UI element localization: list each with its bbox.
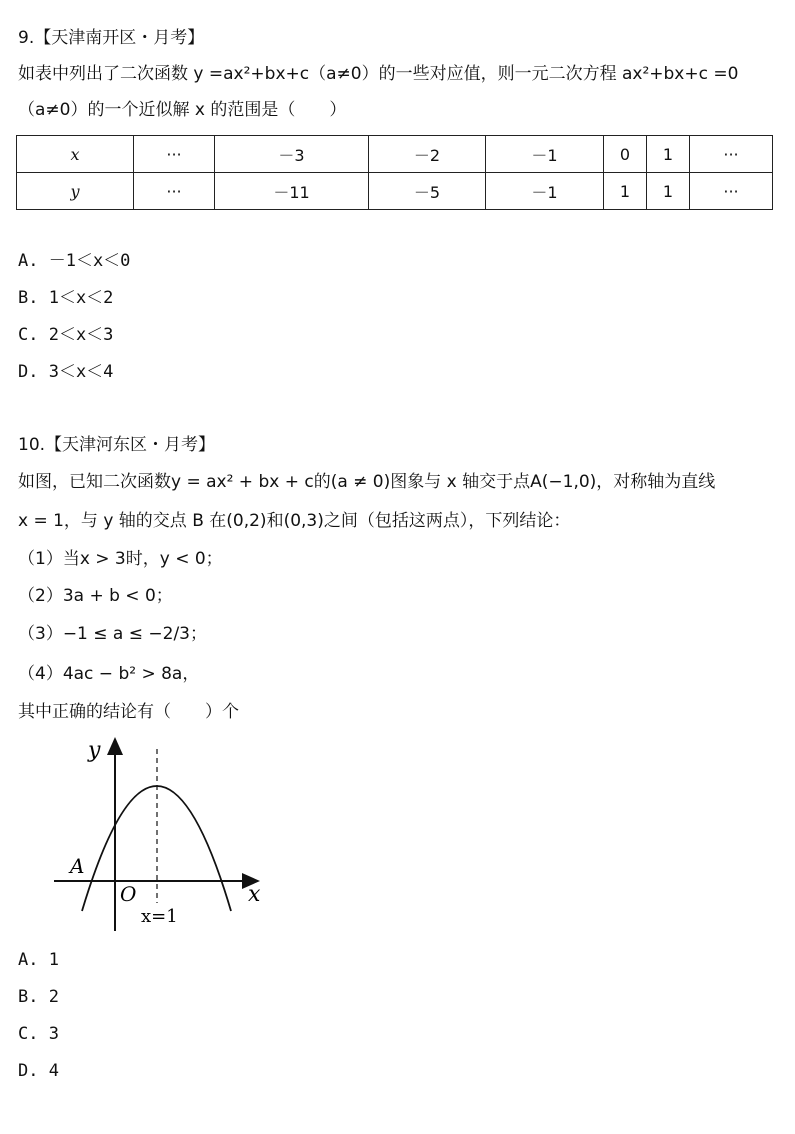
q9-option-c[interactable]: C. 2＜x＜3: [18, 325, 114, 345]
q9-stem-line2: （a≠0）的一个近似解 x 的范围是（ ）: [18, 100, 347, 120]
table-cell: －5: [369, 173, 486, 210]
q9-option-a[interactable]: A. －1＜x＜0: [18, 251, 131, 271]
parabola-figure: [40, 735, 280, 935]
table-cell: ···: [134, 173, 215, 210]
q10-question: 其中正确的结论有（ ）个: [18, 702, 239, 722]
table-cell: ···: [134, 136, 215, 173]
table-cell: ···: [690, 173, 773, 210]
q10-option-b[interactable]: B. 2: [18, 987, 59, 1007]
q10-conclusion-1: （1）当x > 3时，y < 0；: [18, 549, 223, 569]
q10-conclusion-3: （3）−1 ≤ a ≤ −2/3；: [18, 624, 208, 644]
q9-stem-line1: 如表中列出了二次函数 y =ax²+bx+c（a≠0）的一些对应值，则一元二次方程 ax²+bx+c =0: [18, 64, 739, 84]
y-axis-label: y: [88, 738, 101, 763]
q10-stem-line1: 如图，已知二次函数y = ax² + bx + c的(a ≠ 0)图象与 x 轴交于点A(−1,0)，对称轴为直线: [18, 472, 716, 492]
x-axis-label: x: [248, 882, 261, 907]
point-a-label: A: [70, 854, 85, 878]
table-cell: 1: [647, 136, 690, 173]
q9-value-table: [16, 135, 773, 210]
table-cell: －1: [486, 136, 604, 173]
table-row-label: x: [17, 136, 134, 173]
table-row-label: y: [17, 173, 134, 210]
table-cell: 1: [647, 173, 690, 210]
table-cell: 1: [604, 173, 647, 210]
table-row: [17, 173, 773, 210]
q10-conclusion-2: （2）3a + b < 0；: [18, 586, 173, 606]
q9-header: 9.【天津南开区・月考】: [18, 28, 205, 48]
q10-stem-line2: x = 1，与 y 轴的交点 B 在(0,2)和(0,3)之间（包括这两点），下列结论：: [18, 511, 571, 531]
q10-header: 10.【天津河东区・月考】: [18, 435, 216, 455]
q9-option-b[interactable]: B. 1＜x＜2: [18, 288, 114, 308]
table-cell: －11: [215, 173, 369, 210]
table-cell: 0: [604, 136, 647, 173]
table-cell: －1: [486, 173, 604, 210]
table-cell: －3: [215, 136, 369, 173]
q9-option-d[interactable]: D. 3＜x＜4: [18, 362, 114, 382]
symmetry-axis-label: x=1: [141, 906, 178, 927]
q10-option-a[interactable]: A. 1: [18, 950, 59, 970]
table-cell: －2: [369, 136, 486, 173]
q10-option-c[interactable]: C. 3: [18, 1024, 59, 1044]
origin-label: O: [120, 882, 137, 906]
table-cell: ···: [690, 136, 773, 173]
q10-option-d[interactable]: D. 4: [18, 1061, 59, 1081]
q10-conclusion-4: （4）4ac − b² > 8a，: [18, 664, 200, 684]
table-row: [17, 136, 773, 173]
